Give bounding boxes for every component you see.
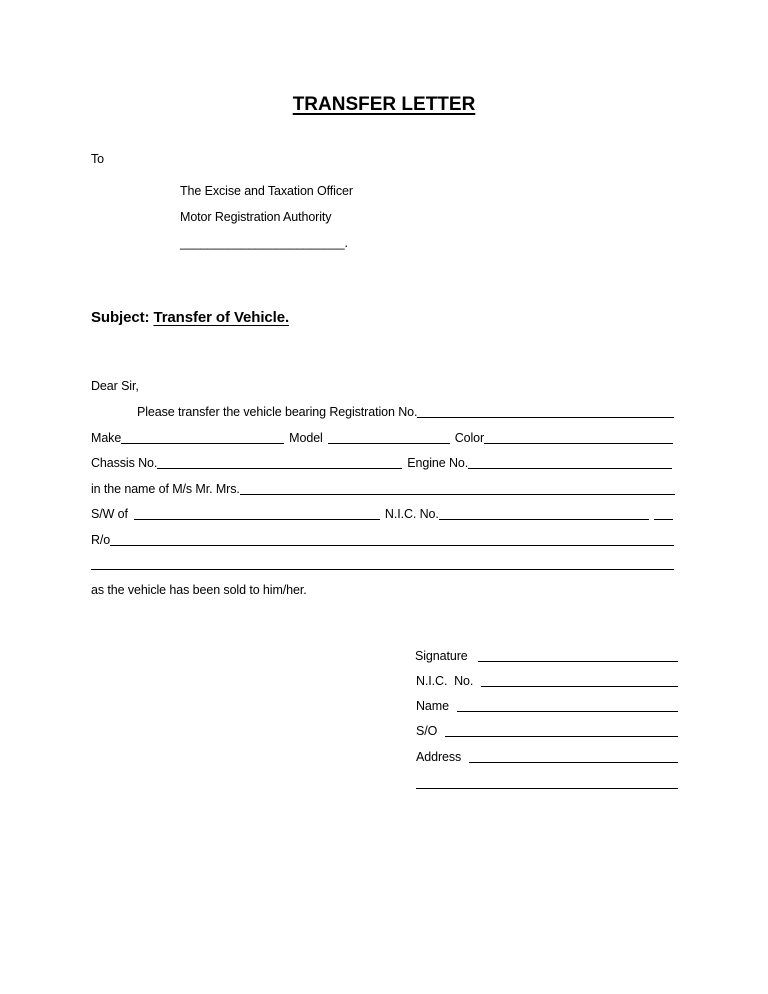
to-label: To [91, 152, 105, 166]
registration-row [137, 404, 674, 420]
sig-name-label: Name [416, 699, 449, 713]
model-label: Model [289, 431, 323, 445]
sw-nic-row [91, 506, 673, 522]
subject-line [91, 309, 289, 327]
engine-field[interactable] [468, 456, 672, 469]
registration-field[interactable] [417, 405, 674, 418]
ro-label: R/o [91, 533, 111, 547]
name-of-field[interactable] [240, 482, 675, 495]
addressee-line-2: Motor Registration Authority [180, 210, 332, 224]
subject-label: Subject: [91, 309, 150, 326]
sig-address-continuation-field[interactable] [416, 776, 678, 789]
addressee-line-1: The Excise and Taxation Officer [180, 184, 353, 198]
make-label: Make [91, 431, 122, 445]
subject-text: Transfer of Vehicle. [153, 309, 290, 326]
nic-extra-field[interactable] [654, 507, 673, 520]
chassis-engine-row [91, 455, 672, 471]
sig-name-row [416, 698, 678, 714]
signature-row [415, 648, 678, 664]
sig-nic-field[interactable] [481, 674, 678, 687]
addressee-line-3: ________________________. [180, 236, 348, 250]
ro-field[interactable] [110, 533, 674, 546]
nic-field[interactable] [439, 507, 649, 520]
color-field[interactable] [484, 431, 673, 444]
sig-so-label: S/O [416, 724, 438, 738]
make-model-color-row [91, 430, 673, 446]
model-field[interactable] [328, 431, 450, 444]
sw-of-label: S/W of [91, 507, 128, 521]
salutation: Dear Sir, [91, 379, 139, 393]
sig-so-row [416, 723, 678, 739]
sig-nic-row [416, 673, 678, 689]
sig-address-continuation-row [416, 776, 678, 791]
name-of-label: in the name of M/s Mr. Mrs. [91, 482, 240, 496]
make-field[interactable] [121, 431, 284, 444]
sw-of-field[interactable] [134, 507, 380, 520]
nic-label: N.I.C. No. [384, 507, 439, 521]
ro-continuation-field[interactable] [91, 557, 674, 570]
ro-row [91, 532, 674, 548]
color-label: Color [454, 431, 485, 445]
sig-address-field[interactable] [469, 750, 678, 763]
sig-name-field[interactable] [457, 699, 678, 712]
closing-sentence: as the vehicle has been sold to him/her. [91, 583, 307, 597]
signature-label: Signature [415, 649, 468, 663]
signature-field[interactable] [478, 649, 678, 662]
document-title: TRANSFER LETTER [292, 94, 476, 115]
sig-address-label: Address [416, 750, 462, 764]
sig-so-field[interactable] [445, 724, 678, 737]
chassis-label: Chassis No. [91, 456, 158, 470]
sig-address-row [416, 749, 678, 765]
chassis-field[interactable] [157, 456, 402, 469]
sig-nic-label: N.I.C. No. [416, 674, 474, 688]
engine-label: Engine No. [407, 456, 469, 470]
ro-continuation-row [91, 557, 674, 572]
registration-label: Please transfer the vehicle bearing Registration No. [137, 405, 418, 419]
name-of-row [91, 481, 675, 497]
